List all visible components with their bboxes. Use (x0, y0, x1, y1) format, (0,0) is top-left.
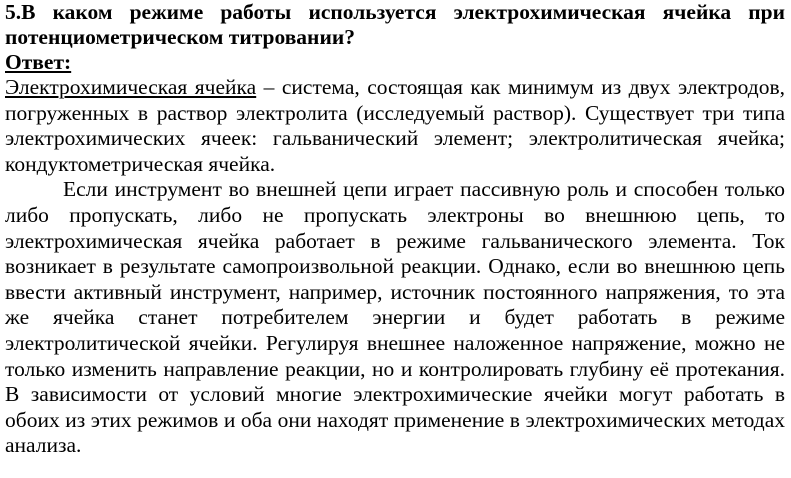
defined-term: Электрохимическая ячейка (5, 75, 257, 99)
definition-paragraph (5, 75, 785, 177)
answer-label (5, 50, 785, 75)
answer-label-text: Ответ: (5, 50, 72, 74)
definition-text: – система, состоящая как минимум из двух электродов, погруженных в раствор электролита (исследуемый раствор). Существует три типа электрохимических ячеек: гальванический элемент; электролитическая ячейка; кондуктометрическая ячейка. (5, 75, 786, 176)
explanation-paragraph: Если инструмент во внешней цепи играет пассивную роль и способен только либо пропускать, либо не пропускать электроны во внешнюю цепь, то электрохимическая ячейка работает в режиме гальванического элемента. Ток возникает в результате самопроизвольной реакции. Однако, если во внешнюю цепь ввести активный инструмент, например, источник постоянного напряжения, то эта же ячейка станет потребителем энергии и будет работать в режиме электролитической ячейки. Регулируя внешнее наложенное напряжение, можно не только изменить направление реакции, но и контролировать глубину её протекания. В зависимости от условий многие электрохимические ячейки могут работать в обоих из этих режимов и оба они находят применение в электрохимических методах анализа. (5, 177, 785, 458)
document-page (5, 0, 785, 459)
question-heading: 5.В каком режиме работы используется электрохимическая ячейка при потенциометрическом титровании? (5, 0, 785, 49)
